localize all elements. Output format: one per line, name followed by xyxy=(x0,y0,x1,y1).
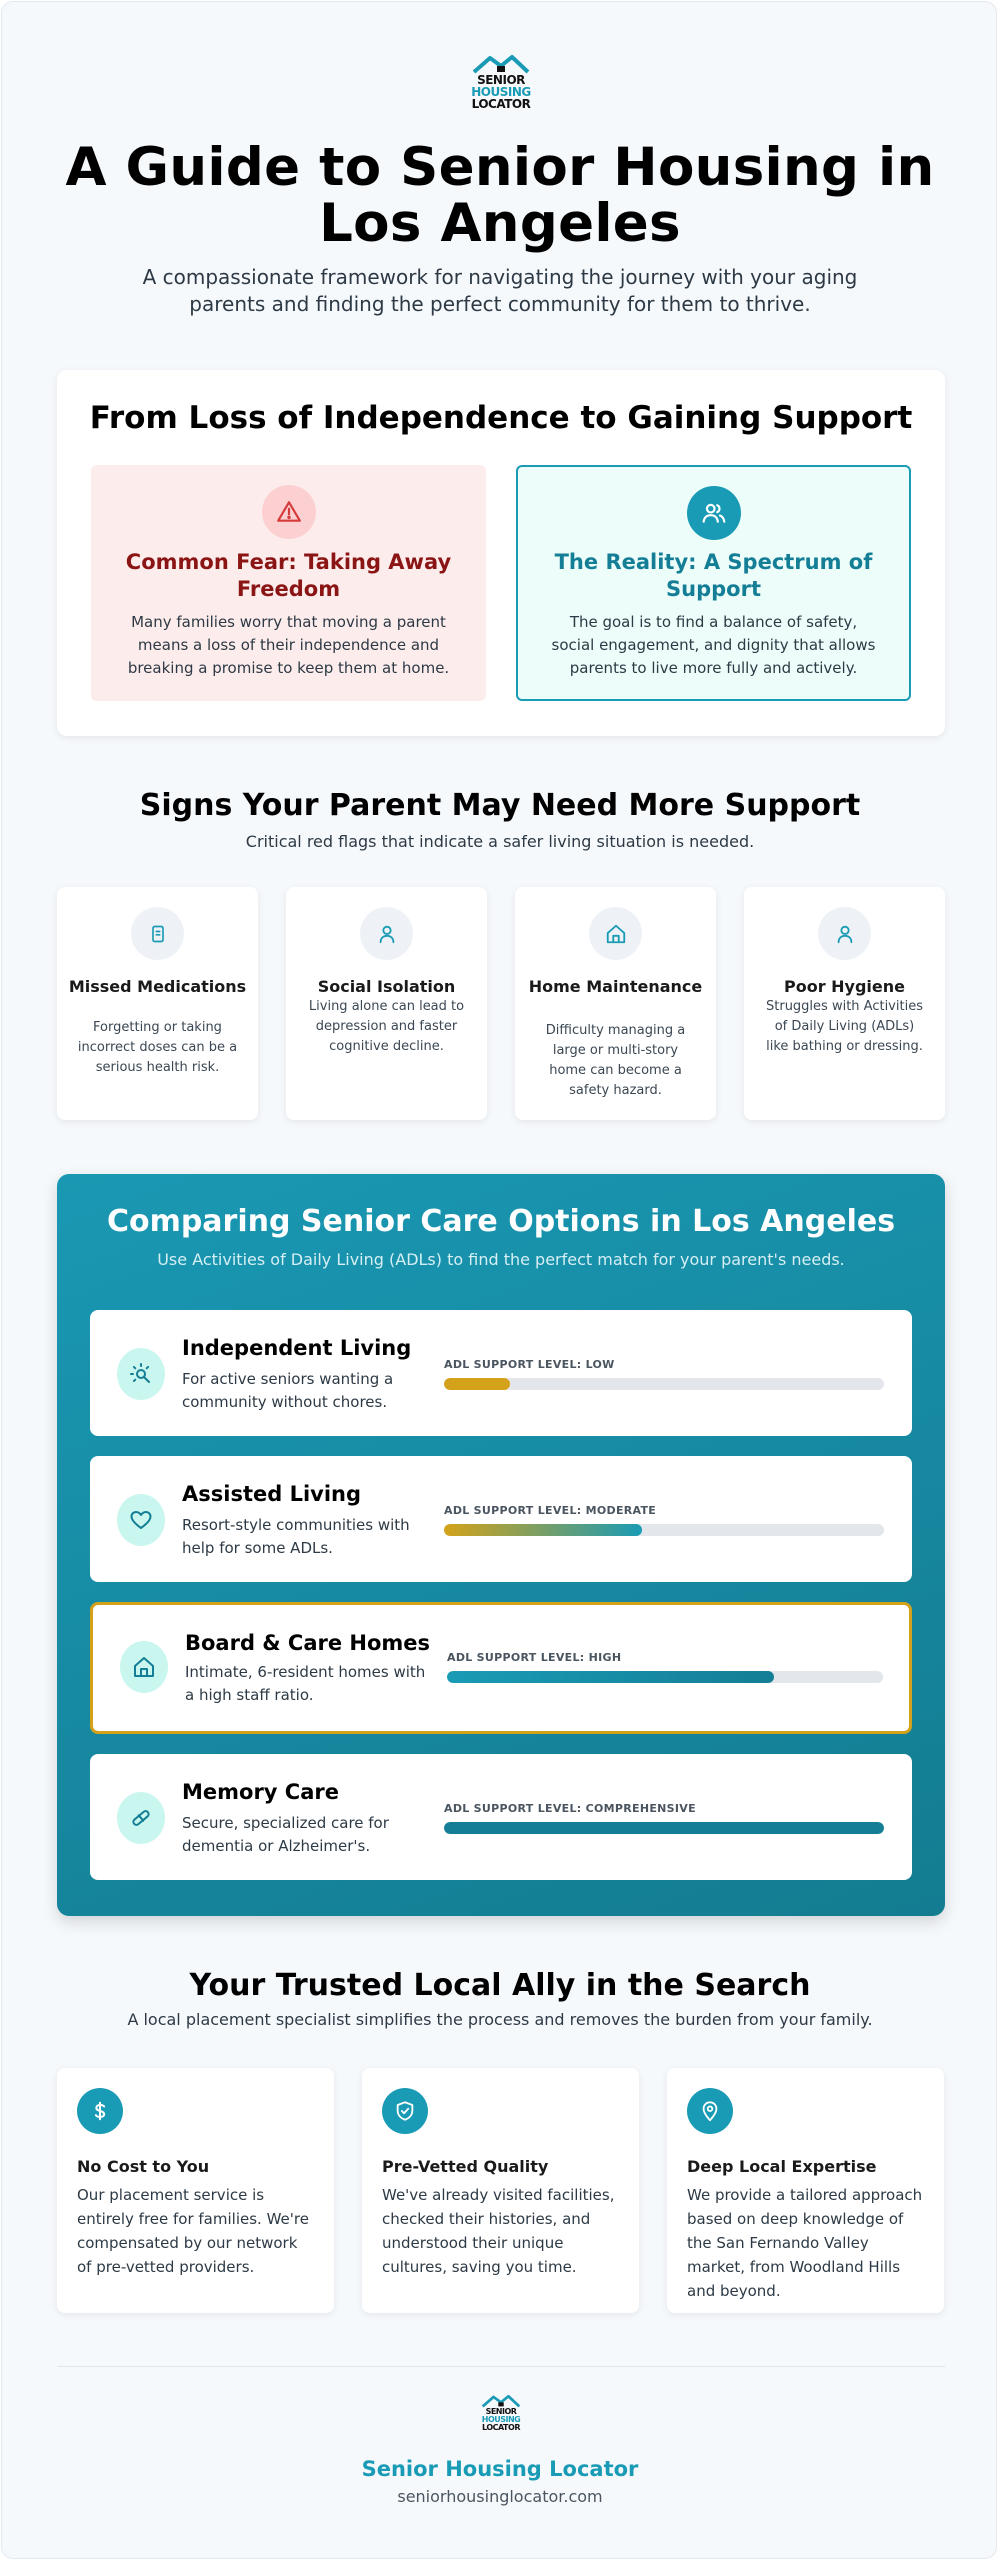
roof-icon xyxy=(480,2394,522,2408)
fear-box xyxy=(91,465,486,701)
sign-card xyxy=(57,887,258,1120)
person-icon xyxy=(360,907,413,960)
roof-icon xyxy=(470,54,532,74)
sign-card xyxy=(286,887,487,1120)
pill-icon xyxy=(117,1792,165,1844)
shield-check-icon xyxy=(382,2088,428,2134)
logo-line-1: SENIOR xyxy=(477,73,525,87)
adl-level-fill xyxy=(444,1524,642,1536)
logo-line-2: HOUSING xyxy=(481,2415,521,2424)
sign-title: Social Isolation xyxy=(317,977,456,996)
adl-level-bar xyxy=(444,1822,884,1834)
home-icon xyxy=(589,907,642,960)
reality-title: The Reality: A Spectrum of Support xyxy=(554,550,873,601)
signs-title: Signs Your Parent May Need More Support xyxy=(139,788,861,823)
ally-card-title: No Cost to You xyxy=(77,2157,210,2176)
logo-line-2: HOUSING xyxy=(471,85,531,99)
sign-card xyxy=(744,887,945,1120)
ally-card-text: We provide a tailored approach based on deep knowledge of the San Fernando Valley market, from Woodland Hills and beyond. xyxy=(687,2186,923,2300)
care-options-subtitle: Use Activities of Daily Living (ADLs) to find the perfect match for your parent's needs. xyxy=(157,1250,845,1269)
sun-search-icon xyxy=(117,1348,165,1400)
ally-card xyxy=(667,2068,944,2313)
warning-icon xyxy=(262,485,316,539)
ally-card-text: Our placement service is entirely free for families. We're compensated by our network of pre-vetted providers. xyxy=(77,2186,309,2276)
reality-text: The goal is to find a balance of safety, social engagement, and dignity that allows parents to live more fully and actively. xyxy=(551,613,876,677)
independence-title: From Loss of Independence to Gaining Support xyxy=(89,400,913,436)
person-icon xyxy=(818,907,871,960)
adl-level-fill xyxy=(444,1378,510,1390)
adl-level-label: ADL SUPPORT LEVEL: COMPREHENSIVE xyxy=(444,1802,696,1815)
ally-card xyxy=(362,2068,639,2313)
pill-bottle-icon xyxy=(131,907,184,960)
home-icon xyxy=(120,1641,168,1693)
sign-card xyxy=(515,887,716,1120)
sign-title: Missed Medications xyxy=(68,977,247,996)
logo-line-3: LOCATOR xyxy=(482,2423,520,2432)
adl-level-label: ADL SUPPORT LEVEL: LOW xyxy=(444,1358,615,1371)
signs-subtitle: Critical red flags that indicate a safer living situation is needed. xyxy=(245,832,755,851)
adl-level-bar xyxy=(444,1378,884,1390)
adl-level-fill xyxy=(444,1822,884,1834)
sign-text: Forgetting or taking incorrect doses can be a serious health risk. xyxy=(77,1020,238,1075)
dollar-icon xyxy=(77,2088,123,2134)
logo-line-1: SENIOR xyxy=(485,2407,517,2416)
care-options-title: Comparing Senior Care Options in Los Angeles xyxy=(106,1204,896,1239)
care-option-card-highlighted xyxy=(90,1602,912,1734)
care-option-text: For active seniors wanting a community without chores. xyxy=(182,1370,394,1411)
users-icon xyxy=(687,486,741,540)
page-title: A Guide to Senior Housing in Los Angeles xyxy=(65,137,935,254)
map-pin-icon xyxy=(687,2088,733,2134)
adl-level-label: ADL SUPPORT LEVEL: HIGH xyxy=(447,1651,622,1664)
sign-text: Difficulty managing a large or multi-story home can become a safety hazard. xyxy=(545,1023,686,1098)
adl-level-fill xyxy=(447,1671,774,1683)
care-option-title: Memory Care xyxy=(182,1780,339,1804)
care-option-card xyxy=(90,1754,912,1880)
footer-divider xyxy=(57,2366,945,2367)
footer-url-link[interactable]: seniorhousinglocator.com xyxy=(397,2487,603,2506)
care-option-title: Independent Living xyxy=(182,1336,412,1360)
fear-title: Common Fear: Taking Away Freedom xyxy=(125,550,452,601)
care-options-section xyxy=(57,1174,945,1916)
sign-text: Struggles with Activities of Daily Living (ADLs) like bathing or dressing. xyxy=(766,999,923,1054)
ally-card-text: We've already visited facilities, checked their histories, and understood their unique cultures, saving you time. xyxy=(382,2186,615,2276)
adl-level-bar xyxy=(447,1671,883,1683)
sign-title: Home Maintenance xyxy=(528,977,703,996)
care-option-text: Resort-style communities with help for some ADLs. xyxy=(182,1516,410,1557)
care-option-text: Intimate, 6-resident homes with a high staff ratio. xyxy=(185,1663,426,1704)
independence-section xyxy=(57,370,945,736)
footer-brand-name: Senior Housing Locator xyxy=(361,2457,639,2481)
adl-level-label: ADL SUPPORT LEVEL: MODERATE xyxy=(444,1504,657,1517)
care-option-card xyxy=(90,1310,912,1436)
page-subtitle: A compassionate framework for navigating the journey with your aging parents and finding the perfect community for them to thrive. xyxy=(142,265,858,316)
ally-card-title: Deep Local Expertise xyxy=(687,2157,877,2176)
care-option-text: Secure, specialized care for dementia or Alzheimer's. xyxy=(182,1814,389,1855)
sign-text: Living alone can lead to depression and faster cognitive decline. xyxy=(308,999,465,1054)
logo-line-3: LOCATOR xyxy=(471,97,531,111)
reality-box xyxy=(516,465,911,701)
adl-level-bar xyxy=(444,1524,884,1536)
footer-logo xyxy=(477,2394,525,2444)
heart-icon xyxy=(117,1494,165,1546)
ally-card xyxy=(57,2068,334,2313)
infographic-page xyxy=(1,1,997,2559)
sign-title: Poor Hygiene xyxy=(783,977,906,996)
care-option-card xyxy=(90,1456,912,1582)
ally-card-title: Pre-Vetted Quality xyxy=(382,2157,549,2176)
fear-text: Many families worry that moving a parent means a loss of their independence and breaking a promise to keep them at home. xyxy=(127,613,450,677)
ally-subtitle: A local placement specialist simplifies the process and removes the burden from your family. xyxy=(127,2010,873,2029)
header-logo xyxy=(466,54,536,124)
care-option-title: Assisted Living xyxy=(182,1482,362,1506)
ally-title: Your Trusted Local Ally in the Search xyxy=(189,1968,811,2003)
care-option-title: Board & Care Homes xyxy=(185,1631,431,1655)
